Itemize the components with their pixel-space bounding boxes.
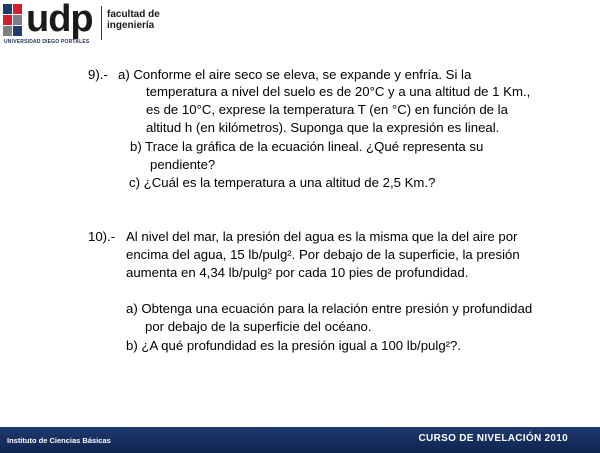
problem-10-number: 10).- (88, 229, 116, 244)
problem-9-number: 9).- (88, 67, 108, 82)
problem-9-line: pendiente? (150, 157, 216, 172)
problem-9-line: es de 10°C, exprese la temperatura T (en °C) en función de la (146, 102, 508, 117)
faculty-line-1: facultad de (107, 9, 160, 20)
footer-bar (0, 427, 600, 453)
problem-10-line: a) Obtenga una ecuación para la relación entre presión y profundidad (126, 301, 533, 316)
footer-course: CURSO DE NIVELACIÓN 2010 (418, 433, 568, 444)
footer-institute: Instituto de Ciencias Básicas (7, 436, 111, 445)
problem-9-line: temperatura a nivel del suelo es de 20°C y a una altitud de 1 Km., (146, 84, 531, 99)
problem-10-line: Al nivel del mar, la presión del agua es la misma que la del aire por (126, 229, 518, 244)
faculty-line-2: ingeniería (107, 20, 155, 31)
header (0, 0, 600, 50)
university-name: UNIVERSIDAD DIEGO PORTALES (4, 39, 90, 45)
udp-logo-grid-icon (3, 4, 23, 37)
problem-10-line: b) ¿A qué profundidad es la presión igual a 100 lb/pulg²?. (126, 338, 462, 353)
udp-logo: udp (26, 0, 93, 40)
problem-9-line: c) ¿Cuál es la temperatura a una altitud de 2,5 Km.? (129, 175, 436, 190)
faculty-name (107, 9, 160, 31)
problem-10-line: aumenta en 4,34 lb/pulg² por cada 10 pies de profundidad. (126, 265, 469, 280)
problem-9-line: a) Conforme el aire seco se eleva, se expande y enfría. Si la (118, 67, 472, 82)
problem-9-line: altitud h (en kilómetros). Suponga que la expresión es lineal. (146, 120, 500, 135)
problem-9-line: b) Trace la gráfica de la ecuación lineal. ¿Qué representa su (130, 139, 484, 154)
problem-10-line: por debajo de la superficie del océano. (145, 319, 372, 334)
header-divider (101, 6, 102, 40)
problem-10-line: encima del agua, 15 lb/pulg². Por debajo de la superficie, la presión (126, 247, 520, 262)
